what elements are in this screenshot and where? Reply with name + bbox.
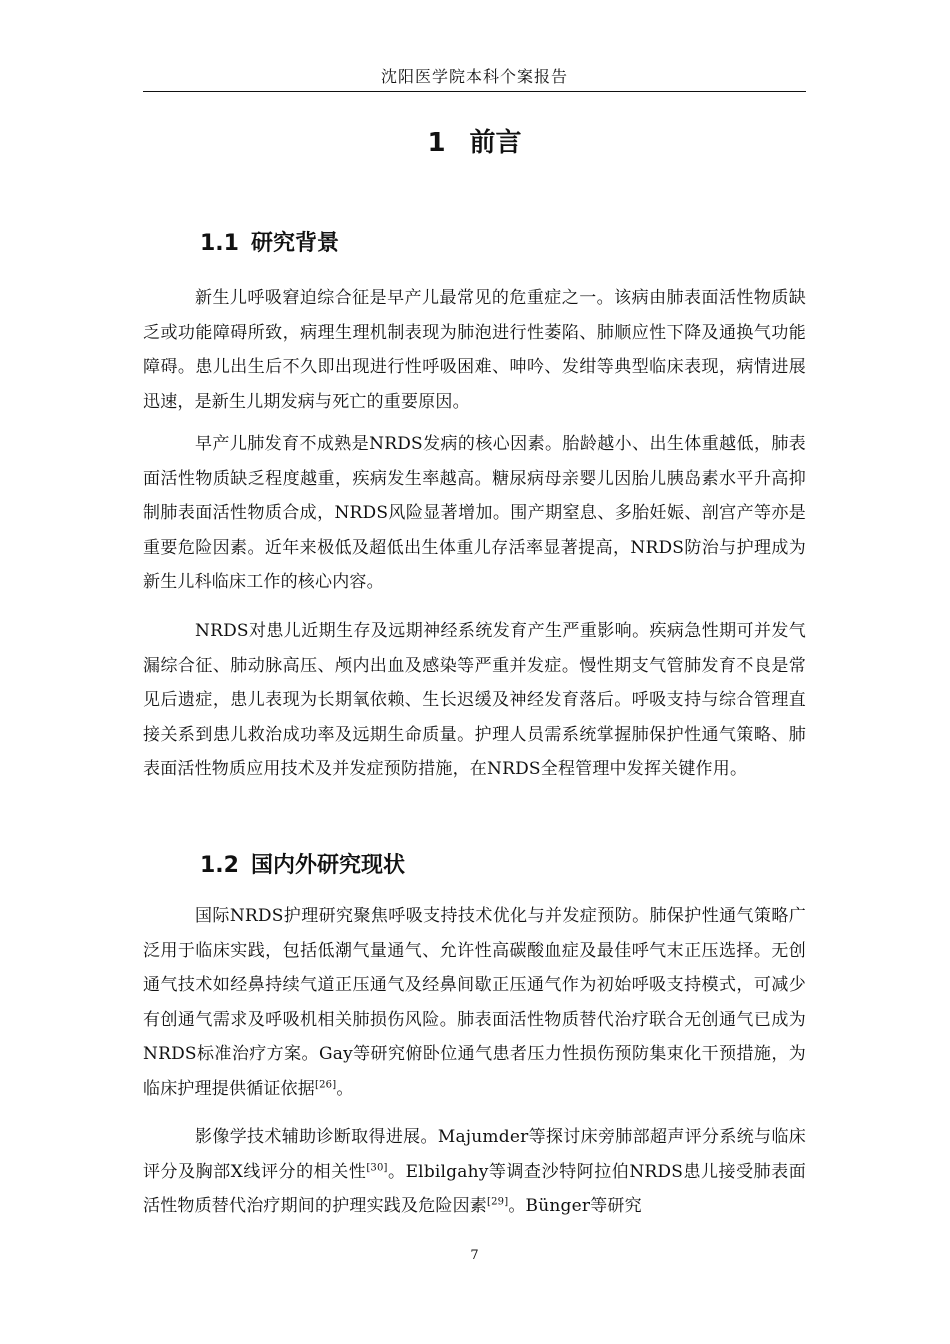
chapter-title xyxy=(143,124,806,162)
citation-ref: [29] xyxy=(487,1196,509,1208)
section-number: 1.2 xyxy=(200,853,239,878)
chapter-number: 1 xyxy=(427,128,446,158)
section-title: 研究背景 xyxy=(250,231,339,256)
section-heading-background xyxy=(200,228,339,260)
paragraph: 早产儿肺发育不成熟是NRDS发病的核心因素。胎龄越小、出生体重越低，肺表面活性物质缺乏程度越重，疾病发生率越高。糖尿病母亲婴儿因胎儿胰岛素水平升高抑制肺表面活性物质合成，NRDS风险显著增加。围产期窒息、多胎妊娠、剖宫产等亦是重要危险因素。近年来极低及超低出生体重儿存活率显著提高，NRDS防治与护理成为新生儿科临床工作的核心内容。 xyxy=(143,434,806,592)
paragraph-text: 影像学技术辅助诊断取得进展。Majumder等探讨床旁肺部超声评分系统与临床评分及胸部X线评分的相关性 xyxy=(143,1127,806,1182)
paragraph-text-tail: 。 xyxy=(336,1078,354,1099)
paragraph-text-tail: 。Bünger等研究 xyxy=(508,1196,642,1216)
paragraph: 新生儿呼吸窘迫综合征是早产儿最常见的危重症之一。该病由肺表面活性物质缺乏或功能障碍所致，病理生理机制表现为肺泡进行性萎陷、肺顺应性下降及通换气功能障碍。患儿出生后不久即出现进行性呼吸困难、呻吟、发绀等典型临床表现，病情进展迅速，是新生儿期发病与死亡的重要原因。 xyxy=(143,288,806,412)
citation-ref: [30] xyxy=(366,1161,388,1173)
section-number: 1.1 xyxy=(200,231,239,256)
running-header: 沈阳医学院本科个案报告 xyxy=(380,67,568,86)
page-number: 7 xyxy=(470,1248,479,1263)
section-heading-research-status xyxy=(200,850,405,882)
paragraph xyxy=(143,899,806,1106)
paragraph xyxy=(143,1120,806,1224)
paragraph: NRDS对患儿近期生存及远期神经系统发育产生严重影响。疾病急性期可并发气漏综合征、肺动脉高压、颅内出血及感染等严重并发症。慢性期支气管肺发育不良是常见后遗症，患儿表现为长期氧依赖、生长迟缓及神经发育落后。呼吸支持与综合管理直接关系到患儿救治成功率及远期生命质量。护理人员需系统掌握肺保护性通气策略、肺表面活性物质应用技术及并发症预防措施，在NRDS全程管理中发挥关键作用。 xyxy=(143,621,806,779)
section-title: 国内外研究现状 xyxy=(250,853,405,878)
header-rule xyxy=(143,91,806,92)
citation-ref: [26] xyxy=(315,1078,337,1090)
paragraph-text-mid: 。Elbilgahy等调查沙特阿拉伯NRDS患儿接受肺表面活性物质替代治疗期间的护理实践及危险因素 xyxy=(143,1161,806,1216)
paragraph-text: 国际NRDS护理研究聚焦呼吸支持技术优化与并发症预防。肺保护性通气策略广泛用于临床实践，包括低潮气量通气、允许性高碳酸血症及最佳呼气末正压选择。无创通气技术如经鼻持续气道正压通气及经鼻间歇正压通气作为初始呼吸支持模式，可减少有创通气需求及呼吸机相关肺损伤风险。肺表面活性物质替代治疗联合无创通气已成为NRDS标准治疗方案。Gay等研究俯卧位通气患者压力性损伤预防集束化干预措施，为临床护理提供循证依据 xyxy=(143,906,806,1099)
chapter-heading: 前言 xyxy=(469,128,522,158)
